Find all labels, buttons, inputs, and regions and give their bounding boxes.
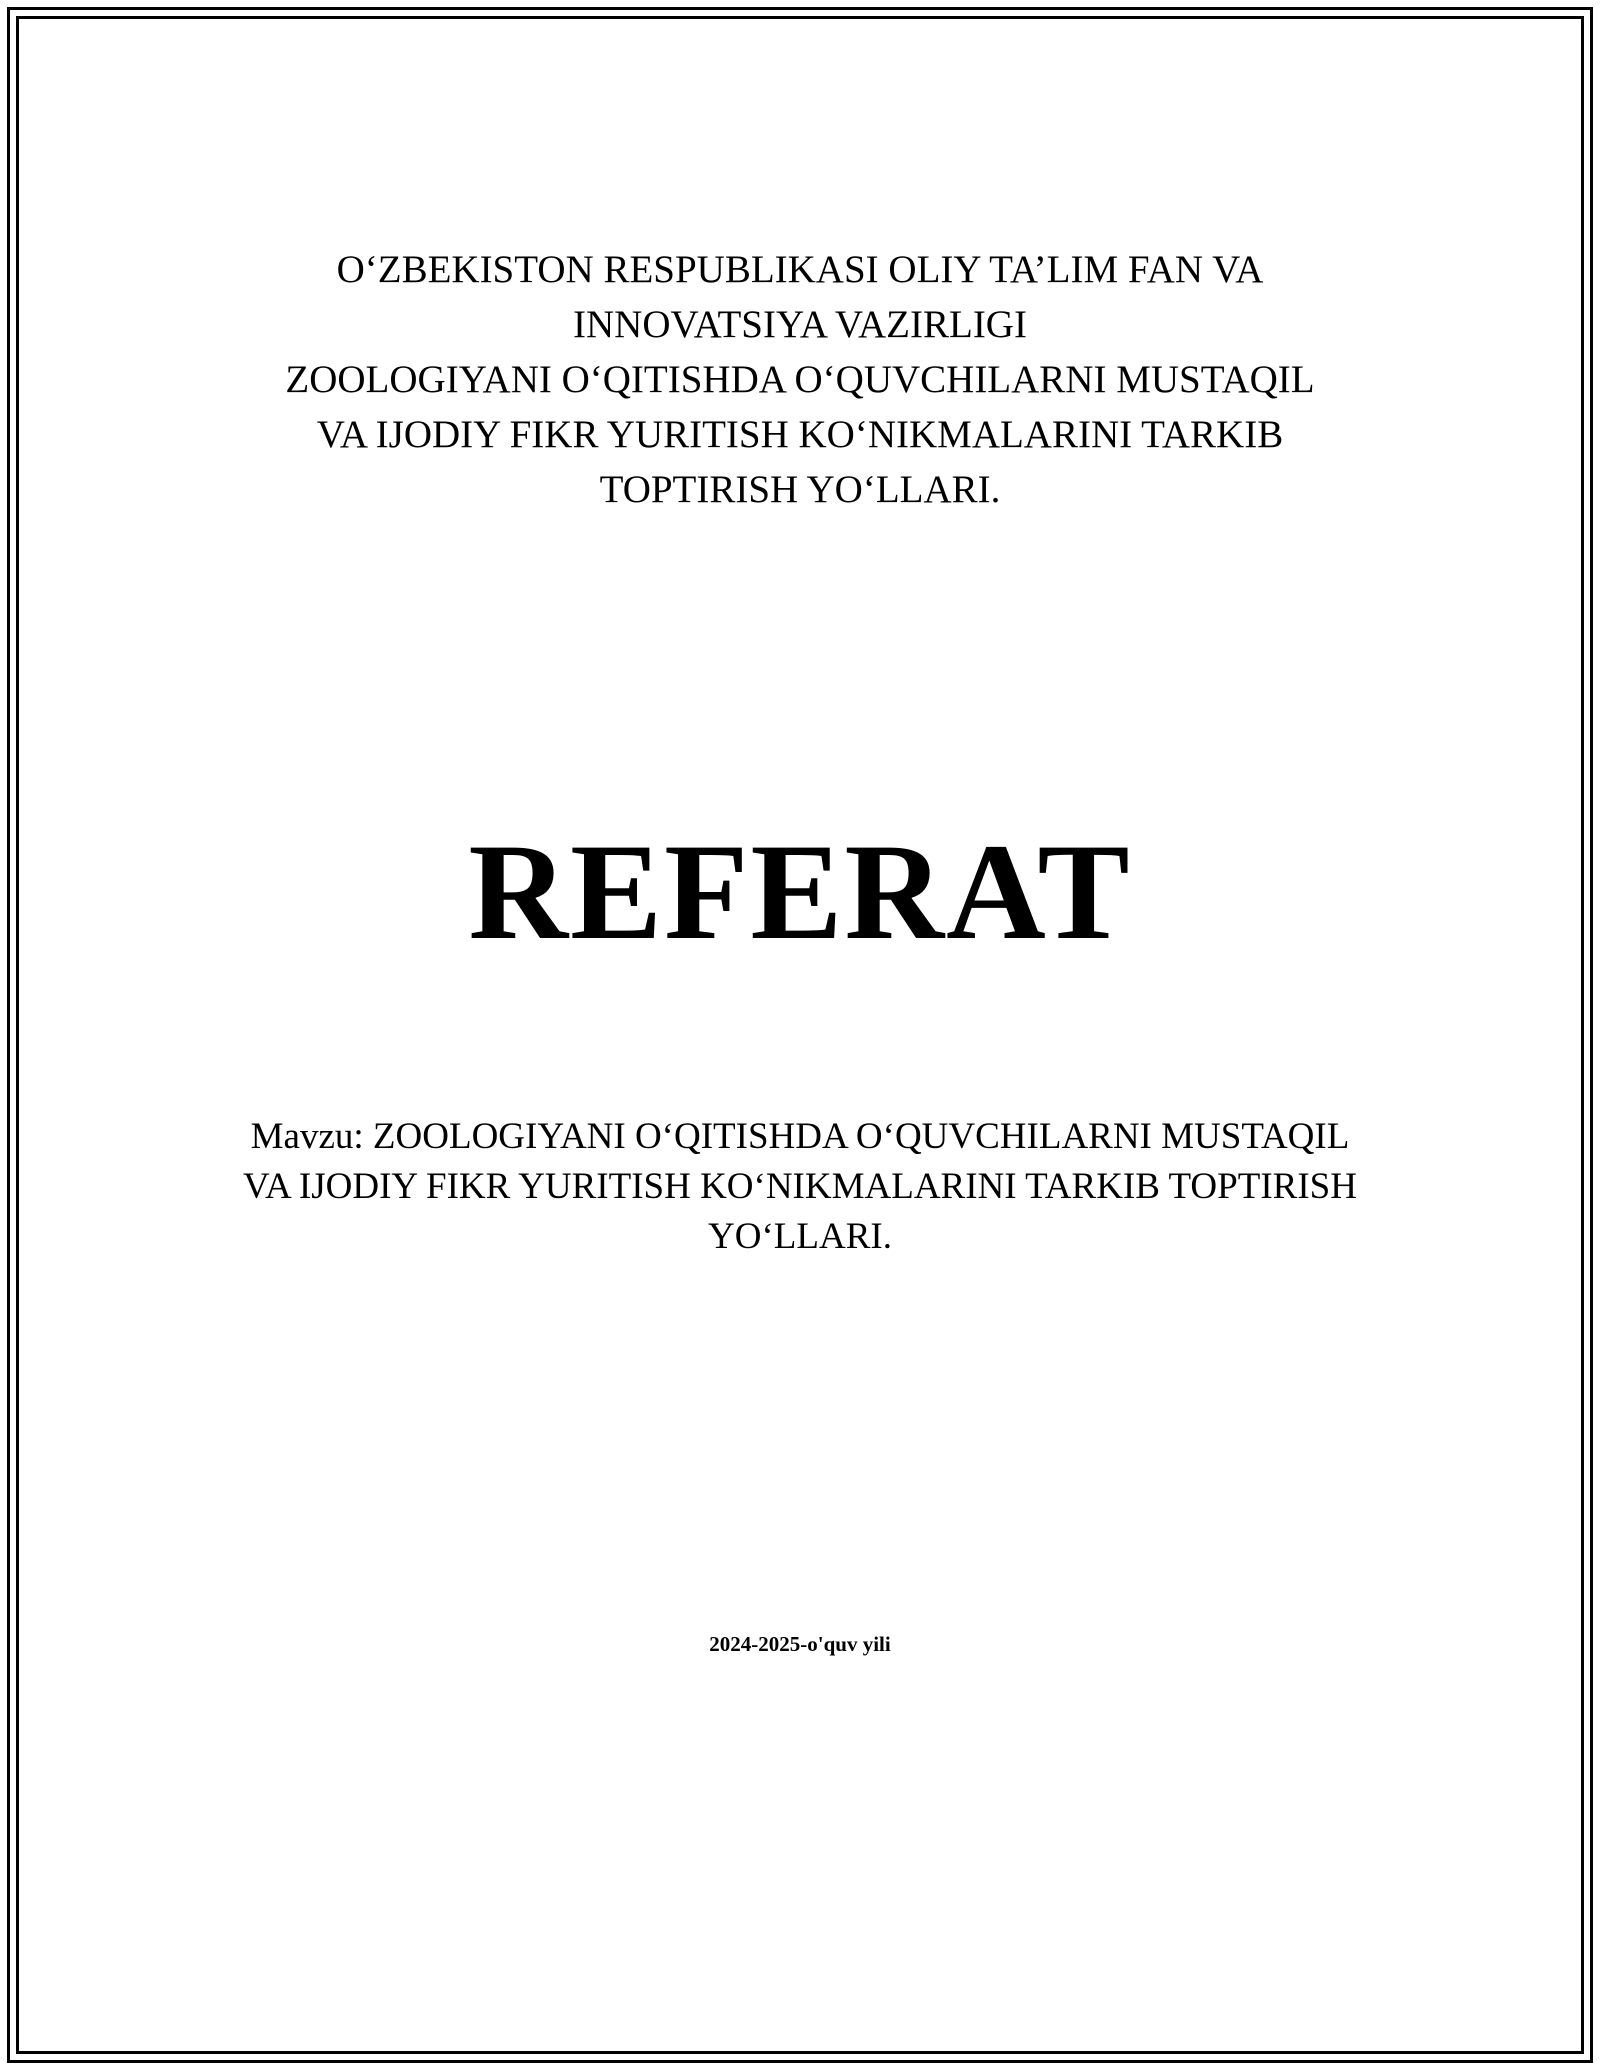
topic-line: Mavzu: ZOOLOGIYANI O‘QITISHDA O‘QUVCHILARNI MUSTAQIL <box>250 1116 1350 1157</box>
topic-block <box>200 1112 1400 1262</box>
ministry-line: O‘ZBEKISTON RESPUBLIKASI OLIY TA’LIM FAN VA <box>336 248 1264 291</box>
ministry-line: INNOVATSIYA VAZIRLIGI <box>573 303 1027 346</box>
document-header <box>200 242 1400 517</box>
subject-line: TOPTIRISH YO‘LLARI. <box>599 468 1001 511</box>
document-title: REFERAT <box>468 815 1132 968</box>
subject-line: VA IJODIY FIKR YURITISH KO‘NIKMALARINI TARKIB <box>316 413 1284 456</box>
subject-line: ZOOLOGIYANI O‘QITISHDA O‘QUVCHILARNI MUSTAQIL <box>285 358 1315 401</box>
topic-line: YO‘LLARI. <box>708 1216 892 1257</box>
academic-year: 2024-2025-o'quv yili <box>709 1632 891 1656</box>
topic-line: VA IJODIY FIKR YURITISH KO‘NIKMALARINI TARKIB TOPTIRISH <box>243 1166 1357 1207</box>
